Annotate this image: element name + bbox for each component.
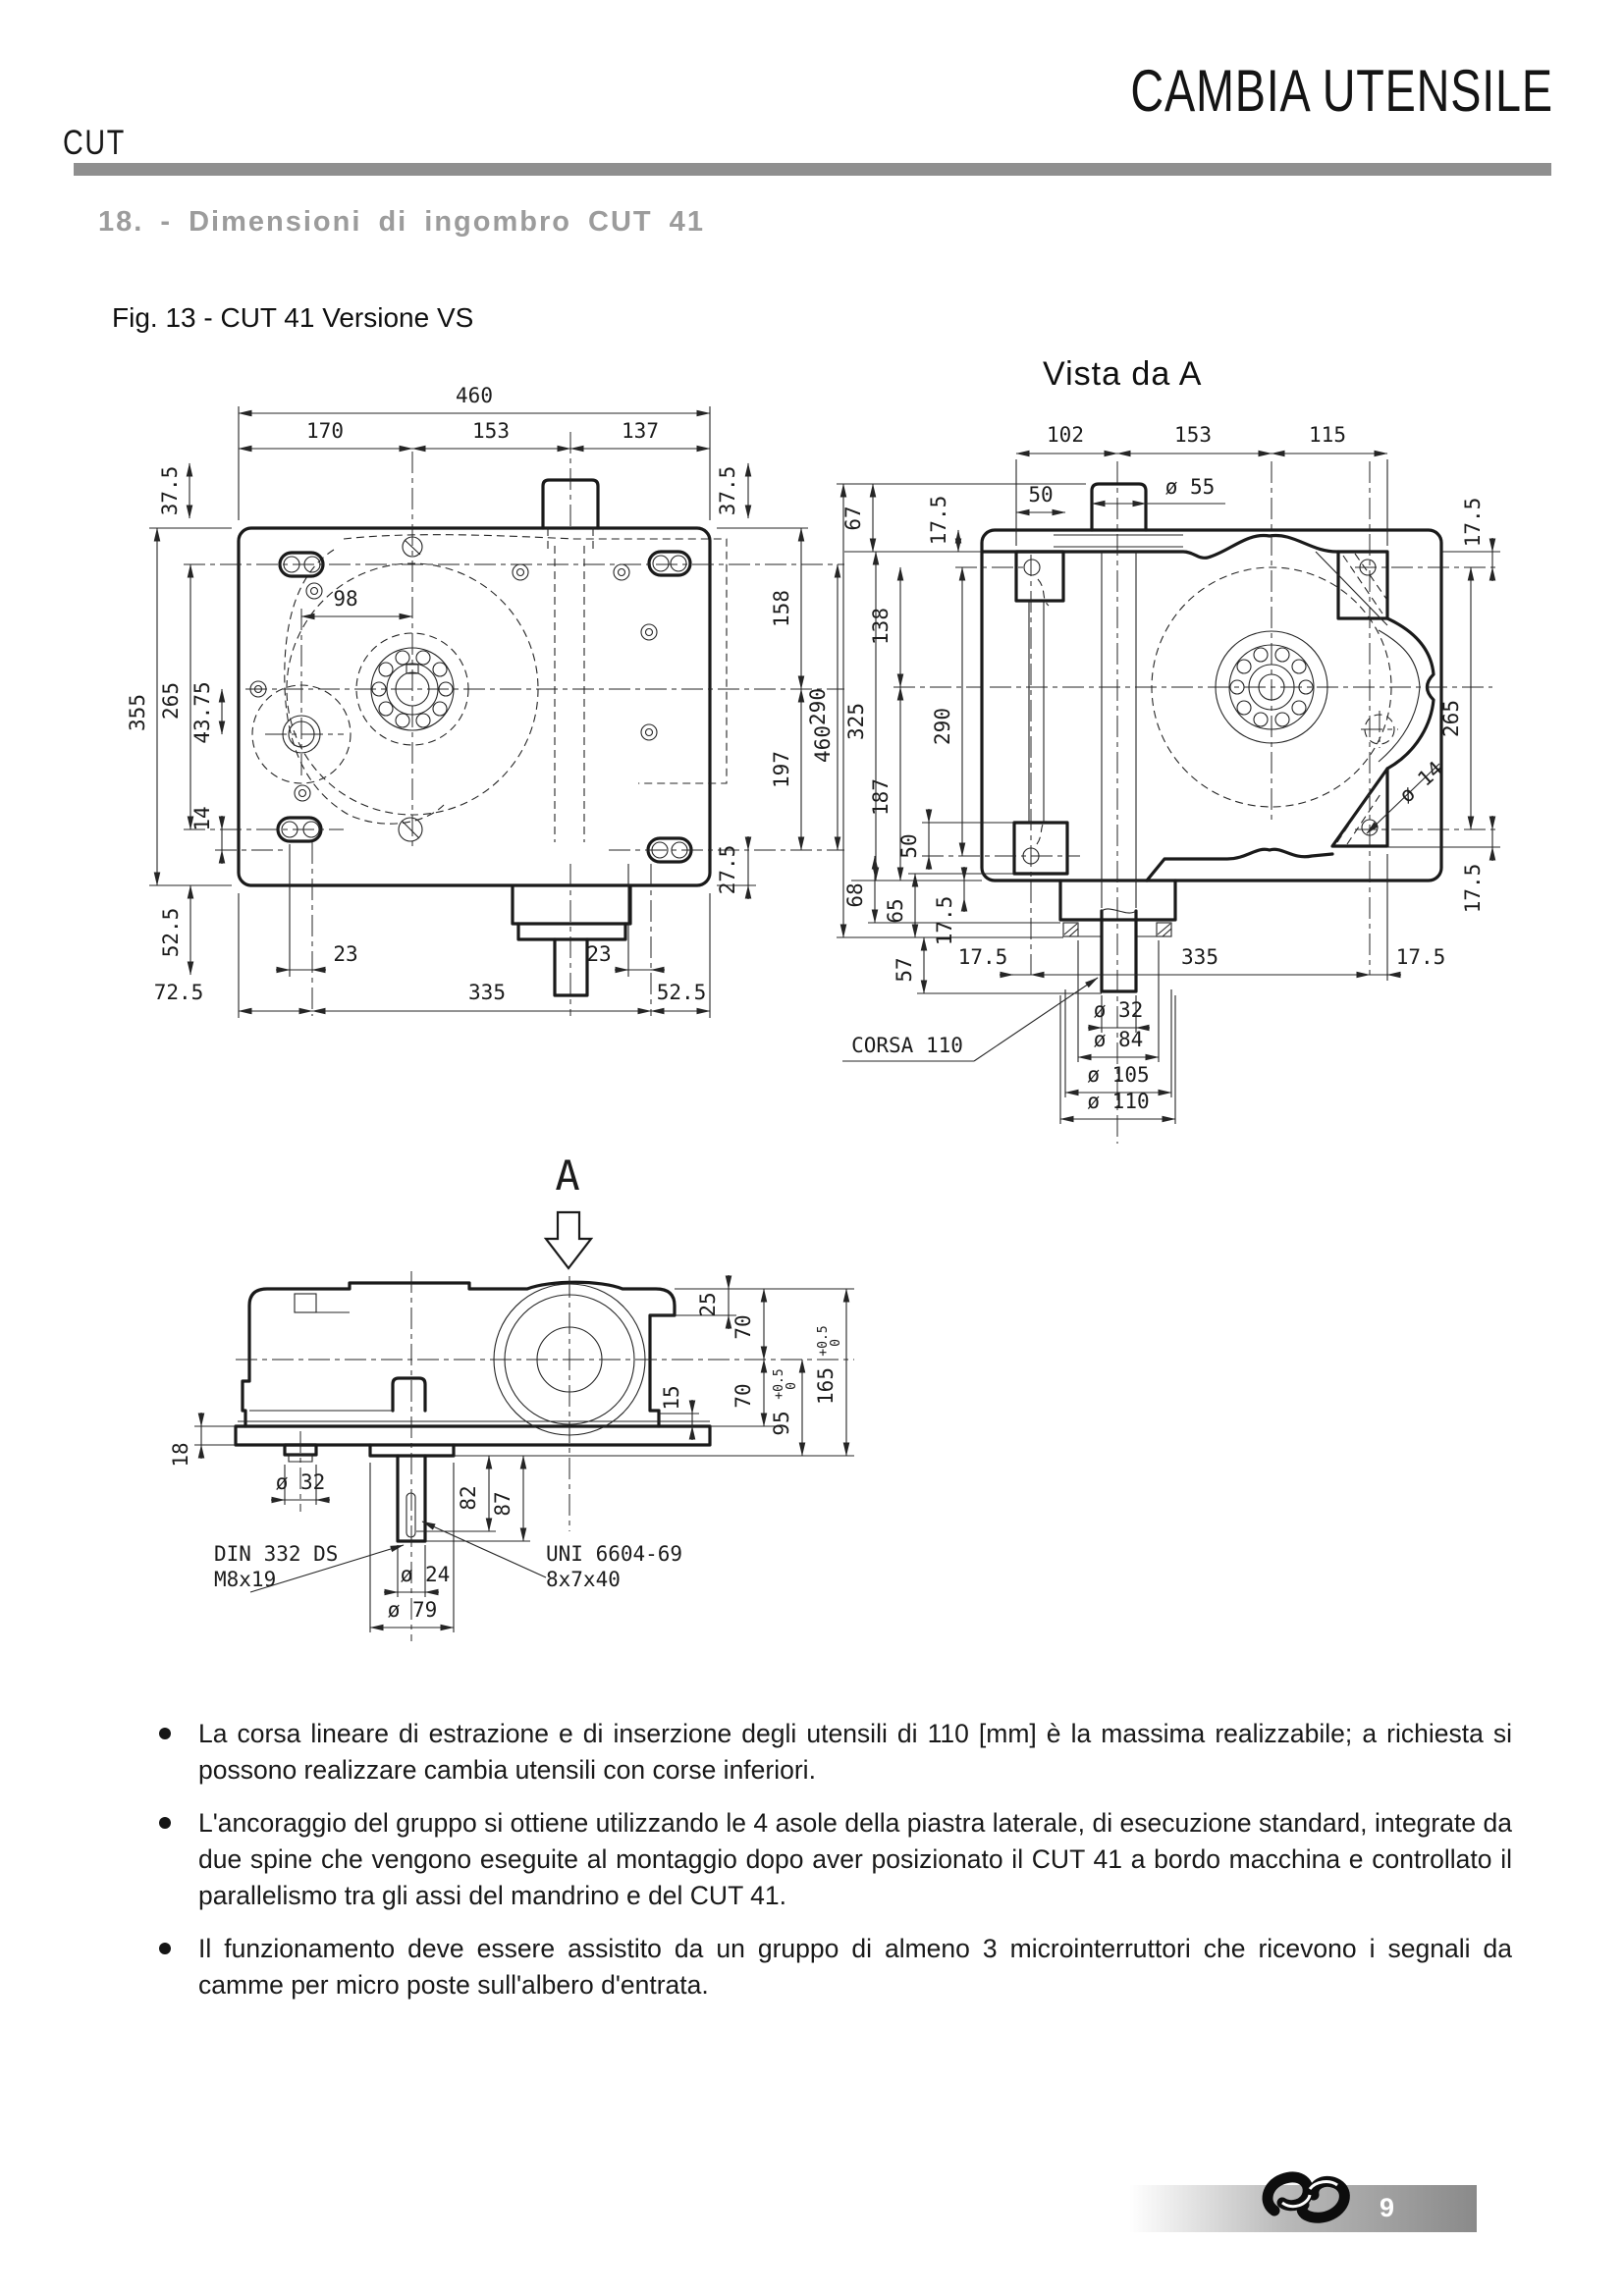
dim-side-87: 87	[491, 1491, 514, 1517]
note-din: DIN 332 DS	[214, 1542, 339, 1566]
dim-vista-102: 102	[1047, 423, 1084, 447]
dim-front-355: 355	[126, 694, 149, 731]
page-title: CAMBIA UTENSILE	[1130, 58, 1553, 124]
dim-front-14: 14	[190, 806, 214, 831]
dim-vista-153: 153	[1174, 423, 1212, 447]
note-text: La corsa lineare di estrazione e di inserzione degli utensili di 110 [mm] è la massima realizzabile; a richiesta si possono realizzare cambia utensili con corse inferiori.	[198, 1719, 1512, 1785]
vista-view-label: Vista da A	[1043, 355, 1203, 393]
dim-front-52_5-left: 52.5	[159, 907, 183, 958]
bullet-icon	[159, 1943, 171, 1954]
figure-caption: Fig. 13 - CUT 41 Versione VS	[112, 302, 474, 333]
dim-vista-o84: ø 84	[1093, 1028, 1144, 1051]
dim-front-137: 137	[622, 419, 659, 443]
view-arrow-label: A	[555, 1151, 580, 1200]
dim-side-o79: ø 79	[387, 1598, 438, 1622]
dim-front-37_5-left: 37.5	[158, 465, 182, 516]
dim-front-153: 153	[472, 419, 510, 443]
dim-side-95-tol-plus: +0.5	[772, 1368, 786, 1400]
dim-front-98: 98	[333, 587, 358, 611]
dim-vista-138: 138	[869, 608, 893, 645]
note-text: L'ancoraggio del gruppo si ottiene utilizzando le 4 asole della piastra laterale, di esecuzione standard, integrate da due spine che vengono eseguite al montaggio dopo aver posizionato il CUT 41 a bordo macchina e controllato il parallelismo tra gli assi del mandrino e del CUT 41.	[198, 1808, 1512, 1910]
dim-front-37_5-right: 37.5	[716, 465, 739, 516]
dim-vista-o14: ø 14	[1394, 756, 1448, 808]
dim-front-265: 265	[159, 682, 183, 720]
dim-vista-o55: ø 55	[1164, 475, 1216, 499]
dim-side-165: 165	[814, 1367, 838, 1405]
dim-vista-68: 68	[843, 882, 867, 908]
dim-front-52_5-bottom: 52.5	[656, 981, 707, 1004]
dim-vista-o110: ø 110	[1087, 1090, 1150, 1113]
note-text: Il funzionamento deve essere assistito da un gruppo di almeno 3 microinterruttori che ricevono i segnali da camme per micro poste sull'albero d'entrata.	[198, 1934, 1512, 2000]
dim-vista-17_5-bottom-right: 17.5	[1461, 863, 1485, 914]
dim-front-27_5: 27.5	[716, 844, 739, 895]
dim-vista-50-top: 50	[1028, 483, 1054, 507]
dim-vista-57: 57	[893, 957, 916, 983]
brand-logo-icon	[1253, 2160, 1361, 2228]
dim-front-72_5: 72.5	[153, 981, 204, 1004]
dim-front-23-right: 23	[586, 942, 612, 966]
dim-side-70-upper: 70	[731, 1314, 755, 1340]
label-corsa-110: CORSA 110	[851, 1034, 963, 1057]
dim-front-170: 170	[306, 419, 344, 443]
bullet-icon	[159, 1728, 171, 1739]
bullet-icon	[159, 1817, 171, 1829]
dim-side-95: 95	[770, 1411, 793, 1436]
dim-vista-17_5-chain-left: 17.5	[957, 945, 1008, 969]
vista-view	[811, 423, 1500, 1144]
dim-side-165-tol-plus: +0.5	[816, 1325, 831, 1357]
dim-front-43_75: 43.75	[190, 681, 214, 744]
notes-list	[157, 1716, 1512, 2020]
dim-side-15: 15	[660, 1385, 683, 1411]
dim-side-18: 18	[169, 1442, 192, 1468]
dim-vista-335: 335	[1181, 945, 1218, 969]
note-uni-size: 8x7x40	[546, 1568, 621, 1591]
dim-front-197: 197	[770, 751, 793, 788]
dim-vista-460: 460	[811, 725, 835, 763]
dim-vista-17_5-top-right: 17.5	[1461, 497, 1485, 548]
dim-vista-o32: ø 32	[1093, 998, 1144, 1022]
side-view	[169, 1151, 854, 1641]
dim-front-158: 158	[770, 590, 793, 627]
dim-vista-290: 290	[931, 708, 954, 745]
section-title: 18. - Dimensioni di ingombro CUT 41	[98, 206, 705, 238]
front-view	[126, 384, 844, 1018]
dim-front-290: 290	[806, 688, 830, 725]
page-number: 9	[1380, 2193, 1395, 2222]
dim-side-95-tol-zero: 0	[785, 1382, 799, 1390]
note-uni: UNI 6604-69	[546, 1542, 683, 1566]
dim-vista-187: 187	[869, 778, 893, 816]
dim-side-82: 82	[457, 1485, 480, 1511]
dim-side-25: 25	[696, 1292, 720, 1317]
dim-vista-67: 67	[841, 506, 865, 531]
dim-front-460: 460	[456, 384, 493, 407]
dim-vista-17_5-chain-right: 17.5	[1395, 945, 1446, 969]
dim-vista-265: 265	[1439, 700, 1463, 737]
product-code: CUT	[63, 124, 126, 162]
note-item-2	[157, 1805, 1512, 1914]
dim-side-o24: ø 24	[400, 1563, 451, 1586]
dim-front-335: 335	[468, 981, 506, 1004]
dim-vista-115: 115	[1309, 423, 1346, 447]
dim-side-165-tol-zero: 0	[829, 1339, 843, 1347]
dim-vista-17_5-bottom-left: 17.5	[933, 895, 956, 946]
dim-vista-o105: ø 105	[1087, 1063, 1150, 1087]
dim-side-70-lower: 70	[731, 1383, 755, 1409]
dim-vista-65: 65	[884, 898, 907, 924]
note-item-3	[157, 1931, 1512, 2003]
note-din-size: M8x19	[214, 1568, 277, 1591]
dim-vista-17_5-top-left: 17.5	[927, 495, 950, 546]
dim-side-o32: ø 32	[275, 1470, 326, 1494]
note-item-1	[157, 1716, 1512, 1789]
dim-vista-50-bottom: 50	[897, 833, 921, 859]
dim-vista-325: 325	[844, 703, 868, 740]
dim-front-23-left: 23	[333, 942, 358, 966]
view-direction-arrow	[546, 1212, 591, 1268]
